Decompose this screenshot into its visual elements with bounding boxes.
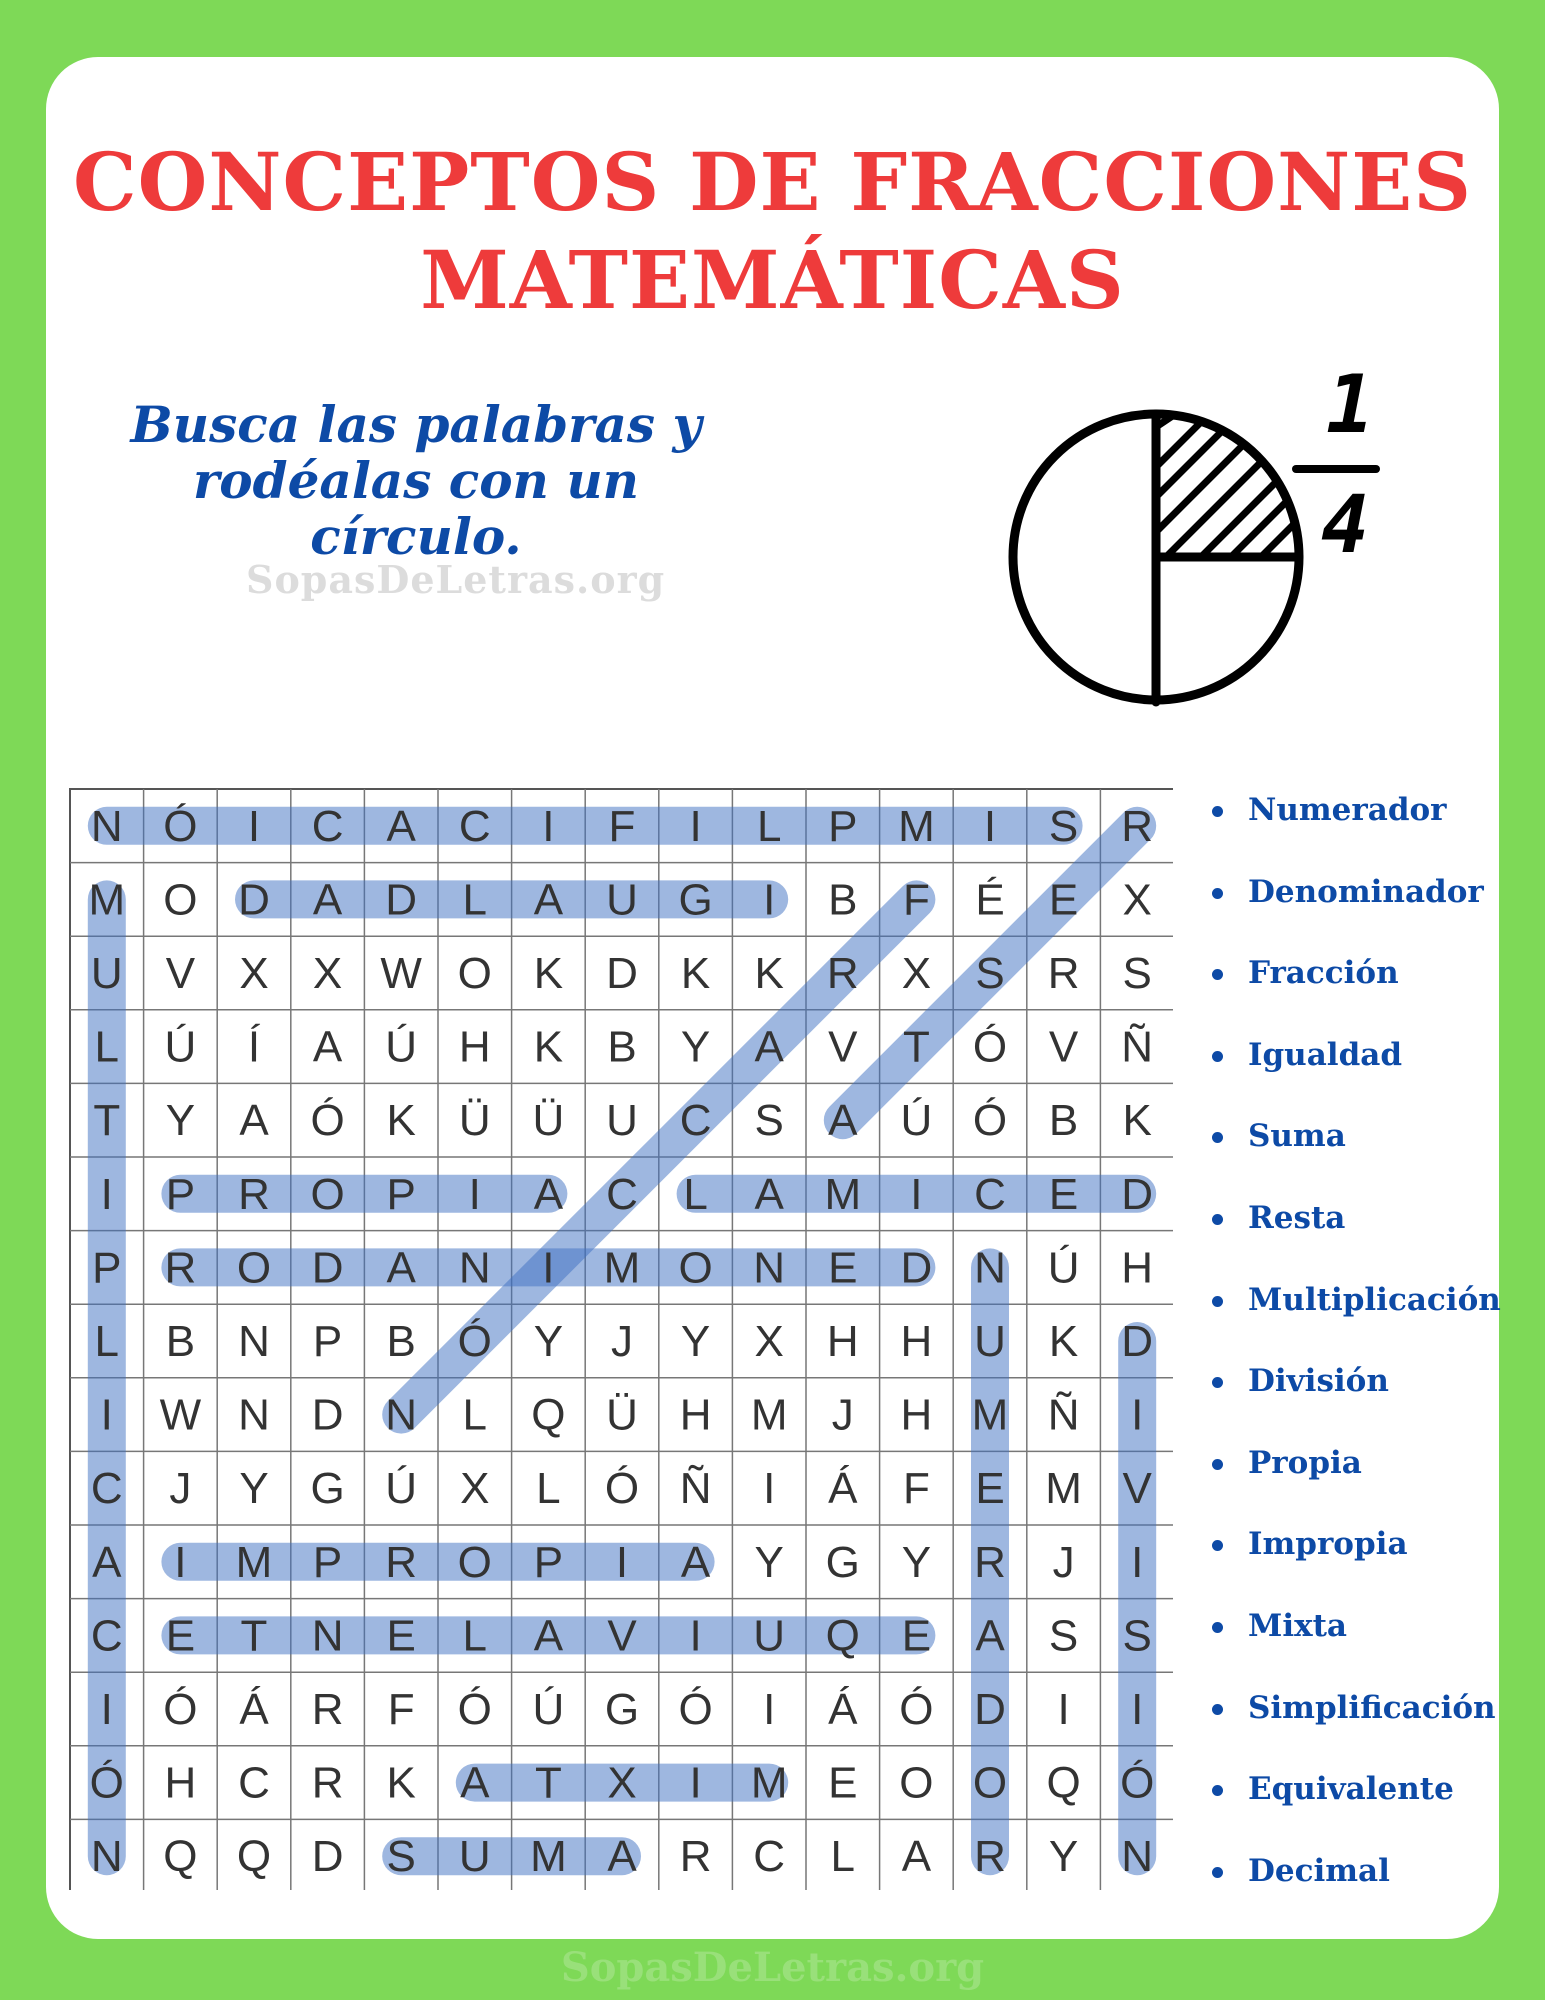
word-list-item <box>1206 1188 1506 1270</box>
grid-letter[interactable]: X <box>901 949 932 998</box>
instructions-line-1: Busca las palabras y <box>130 395 702 454</box>
grid-letter[interactable]: I <box>1131 1685 1144 1734</box>
bullet-icon <box>1212 888 1223 899</box>
grid-letter[interactable]: H <box>1121 1243 1154 1293</box>
grid-letter[interactable]: Y <box>680 1317 711 1366</box>
grid-letter[interactable]: E <box>1048 875 1079 925</box>
grid-letter[interactable]: I <box>542 1243 555 1293</box>
grid-letter[interactable]: U <box>606 875 638 925</box>
word-label: Resta <box>1248 1199 1346 1236</box>
grid-letter[interactable]: Ú <box>164 1022 197 1072</box>
grid-letter[interactable]: C <box>311 801 344 851</box>
grid-letter[interactable]: X <box>239 949 269 998</box>
grid-letter[interactable]: M <box>750 1390 788 1440</box>
grid-letter[interactable]: Ú <box>385 1022 418 1072</box>
grid-letter[interactable]: D <box>311 1390 344 1440</box>
grid-letter[interactable]: Ó <box>457 1685 492 1734</box>
grid-letter[interactable]: Ú <box>1047 1243 1080 1293</box>
grid-letter[interactable]: A <box>828 1096 858 1146</box>
grid-letter[interactable]: B <box>386 1317 416 1366</box>
grid-letter[interactable]: A <box>386 1243 416 1293</box>
grid-letter[interactable]: Ó <box>972 1022 1008 1072</box>
grid-letter[interactable]: S <box>1048 1611 1079 1661</box>
grid-letter[interactable]: H <box>164 1758 197 1808</box>
instructions-line-2: rodéalas con un círculo. <box>192 451 640 566</box>
grid-letter[interactable]: G <box>678 875 713 925</box>
grid-letter[interactable]: I <box>615 1537 629 1587</box>
grid-letter[interactable]: E <box>1048 1169 1079 1219</box>
grid-letter[interactable]: Ü <box>458 1096 491 1146</box>
grid-letter[interactable]: N <box>385 1390 418 1440</box>
grid-letter[interactable]: C <box>679 1096 712 1146</box>
bullet-icon <box>1212 1459 1223 1470</box>
grid-letter[interactable]: C <box>90 1464 123 1514</box>
worksheet-card <box>46 57 1499 1939</box>
grid-letter[interactable]: Q <box>163 1832 198 1882</box>
word-label: Igualdad <box>1248 1036 1403 1073</box>
grid-letter[interactable]: L <box>462 1390 488 1440</box>
grid-letter[interactable]: U <box>753 1611 786 1661</box>
word-list-item <box>1206 780 1506 862</box>
grid-letter[interactable]: A <box>680 1537 711 1587</box>
grid-letter[interactable]: V <box>1048 1022 1079 1072</box>
grid-letter[interactable]: Ó <box>899 1685 934 1734</box>
grid-letter[interactable]: V <box>828 1022 858 1072</box>
grid-letter[interactable]: D <box>974 1685 1006 1734</box>
grid-letter[interactable]: J <box>831 1390 854 1440</box>
grid-letter[interactable]: R <box>974 1537 1006 1587</box>
grid-letter[interactable]: I <box>689 1758 702 1808</box>
grid-letter[interactable]: M <box>235 1537 273 1587</box>
word-label: Simplificación <box>1248 1689 1496 1726</box>
grid-letter[interactable]: C <box>606 1169 638 1219</box>
grid-letter[interactable]: A <box>312 875 343 925</box>
grid-letter[interactable]: I <box>174 1537 187 1587</box>
grid-letter[interactable]: I <box>689 1611 702 1661</box>
grid-letter[interactable]: P <box>386 1169 416 1219</box>
word-label: Suma <box>1248 1118 1346 1155</box>
grid-letter[interactable]: N <box>90 1832 123 1882</box>
grid-letter[interactable]: M <box>898 801 935 851</box>
grid-letter[interactable]: Ó <box>457 1317 492 1366</box>
bullet-icon <box>1212 1704 1223 1715</box>
grid-letter[interactable]: Á <box>239 1685 269 1734</box>
grid-letter[interactable]: Ü <box>532 1096 565 1146</box>
watermark: SopasDeLetras.org <box>246 557 666 602</box>
bullet-icon <box>1212 1785 1223 1796</box>
grid-letter[interactable]: I <box>983 801 997 851</box>
grid-letter[interactable]: P <box>92 1243 122 1293</box>
grid-letter[interactable]: P <box>533 1537 564 1587</box>
grid-letter[interactable]: I <box>100 1685 113 1734</box>
grid-letter[interactable]: L <box>536 1464 561 1514</box>
word-label: Propia <box>1248 1444 1362 1481</box>
word-list-item <box>1206 1270 1506 1352</box>
grid-letter[interactable]: Q <box>236 1832 272 1882</box>
grid-letter[interactable]: Q <box>531 1390 566 1440</box>
grid-letter[interactable]: Á <box>828 1685 858 1734</box>
grid-letter[interactable]: O <box>457 1537 492 1587</box>
grid-letter[interactable]: I <box>542 801 555 851</box>
instructions <box>106 397 726 565</box>
grid-letter[interactable]: Q <box>825 1611 860 1661</box>
grid-letter[interactable]: H <box>679 1390 712 1440</box>
grid-letter[interactable]: P <box>312 1537 343 1587</box>
grid-letter[interactable]: J <box>169 1464 192 1514</box>
grid-letter[interactable]: P <box>312 1317 343 1366</box>
grid-letter[interactable]: V <box>607 1611 637 1661</box>
grid-letter[interactable]: K <box>754 949 784 998</box>
grid-letter[interactable]: S <box>1122 1611 1152 1661</box>
grid-letter[interactable]: O <box>236 1243 272 1293</box>
grid-letter[interactable]: D <box>238 875 270 925</box>
grid-letter[interactable]: Y <box>680 1022 711 1072</box>
grid-letter[interactable]: S <box>754 1096 784 1146</box>
grid-letter[interactable]: C <box>458 801 491 851</box>
grid-letter[interactable]: I <box>763 1685 776 1734</box>
grid-letter[interactable]: R <box>311 1758 344 1808</box>
grid-letter[interactable]: Ó <box>163 1685 198 1734</box>
grid-letter[interactable]: Y <box>754 1537 784 1587</box>
grid-letter[interactable]: Ó <box>310 1096 345 1146</box>
grid-letter[interactable]: A <box>92 1537 122 1587</box>
grid-letter[interactable]: A <box>533 1169 564 1219</box>
word-list-item <box>1206 1596 1506 1678</box>
grid-letter[interactable]: A <box>312 1022 343 1072</box>
grid-letter[interactable]: J <box>611 1317 633 1366</box>
bullet-icon <box>1212 1622 1223 1633</box>
grid-letter[interactable]: D <box>1121 1169 1154 1219</box>
grid-letter[interactable]: I <box>1131 1390 1144 1440</box>
grid-letter[interactable]: T <box>534 1758 562 1808</box>
grid-letter[interactable]: I <box>1057 1685 1070 1734</box>
bullet-icon <box>1212 806 1223 817</box>
grid-letter[interactable]: U <box>606 1096 638 1146</box>
grid-letter[interactable]: N <box>90 801 123 851</box>
grid-letter[interactable]: N <box>311 1611 344 1661</box>
grid-letter[interactable]: A <box>754 1169 784 1219</box>
grid-letter[interactable]: V <box>165 949 196 998</box>
grid-letter[interactable]: L <box>94 1022 120 1072</box>
grid-letter[interactable]: N <box>458 1243 491 1293</box>
word-list-item <box>1206 1841 1506 1923</box>
grid-letter[interactable]: A <box>533 875 564 925</box>
grid-letter[interactable]: B <box>828 875 858 925</box>
grid-letter[interactable]: O <box>163 875 198 925</box>
word-label: Impropia <box>1248 1526 1408 1563</box>
grid-letter[interactable]: W <box>159 1390 202 1440</box>
word-list-item <box>1206 1351 1506 1433</box>
grid-letter[interactable]: U <box>458 1832 491 1882</box>
footer-watermark: SopasDeLetras.org <box>560 1944 985 1991</box>
grid-letter[interactable]: Ñ <box>679 1464 712 1514</box>
grid-letter[interactable]: F <box>902 875 930 925</box>
word-search-grid[interactable] <box>67 786 1173 1890</box>
grid-letter[interactable]: Y <box>1048 1832 1079 1882</box>
grid-letter[interactable]: L <box>462 1611 488 1661</box>
grid-letter[interactable]: Ñ <box>1047 1390 1080 1440</box>
grid-letter[interactable]: A <box>754 1022 784 1072</box>
fraction-denominator: 4 <box>1321 478 1370 571</box>
title-line-2: MATEMÁTICAS <box>420 233 1125 327</box>
grid-letter[interactable]: D <box>606 949 638 998</box>
word-label: Mixta <box>1248 1607 1347 1644</box>
grid-letter[interactable]: Q <box>1046 1758 1081 1808</box>
grid-letter[interactable]: Y <box>239 1464 269 1514</box>
word-list-item <box>1206 862 1506 944</box>
word-label: Multiplicación <box>1248 1281 1501 1318</box>
grid-letter[interactable]: D <box>385 875 418 925</box>
grid-letter[interactable]: Ú <box>900 1096 933 1146</box>
grid-letter[interactable]: R <box>1047 949 1080 998</box>
grid-letter[interactable]: Ó <box>604 1464 640 1514</box>
grid-letter[interactable]: M <box>971 1390 1009 1440</box>
grid-letter[interactable]: X <box>607 1758 637 1808</box>
word-label: División <box>1248 1363 1389 1400</box>
bullet-icon <box>1212 1377 1223 1388</box>
word-label: Numerador <box>1248 792 1447 828</box>
grid-letter[interactable]: O <box>899 1758 934 1808</box>
grid-letter[interactable]: M <box>530 1832 567 1882</box>
grid-letter[interactable]: K <box>1048 1317 1079 1366</box>
word-list-item <box>1206 1514 1506 1596</box>
grid-letter[interactable]: N <box>238 1390 270 1440</box>
grid-letter[interactable]: M <box>1045 1464 1082 1514</box>
grid-letter[interactable]: H <box>826 1317 859 1366</box>
grid-letter[interactable]: D <box>900 1243 933 1293</box>
grid-letter[interactable]: C <box>974 1169 1006 1219</box>
grid-letter[interactable]: T <box>902 1022 930 1072</box>
grid-letter[interactable]: Ú <box>385 1464 418 1514</box>
bullet-icon <box>1212 969 1223 980</box>
grid-letter[interactable]: Ü <box>606 1390 638 1440</box>
grid-letter[interactable]: C <box>753 1832 786 1882</box>
grid-letter[interactable]: R <box>238 1169 270 1219</box>
grid-letter[interactable]: R <box>164 1243 197 1293</box>
grid-letter[interactable]: X <box>1122 875 1152 925</box>
grid-letter[interactable]: C <box>238 1758 270 1808</box>
grid-letter[interactable]: I <box>763 1464 776 1514</box>
grid-letter[interactable]: E <box>828 1758 858 1808</box>
word-label: Denominador <box>1248 873 1484 910</box>
grid-letter[interactable]: M <box>750 1758 788 1808</box>
word-label: Equivalente <box>1248 1771 1454 1808</box>
grid-letter[interactable]: É <box>975 875 1005 925</box>
word-list-item <box>1206 1678 1506 1760</box>
grid-letter[interactable]: K <box>680 949 711 998</box>
title-line-1: CONCEPTOS DE FRACCIONES <box>72 135 1472 229</box>
grid-letter[interactable]: M <box>603 1243 641 1293</box>
grid-letter[interactable]: E <box>975 1464 1005 1514</box>
grid-letter[interactable]: Y <box>165 1096 196 1146</box>
grid-letter[interactable]: I <box>763 875 776 925</box>
grid-letter[interactable]: E <box>165 1611 196 1661</box>
grid-letter[interactable]: L <box>683 1169 708 1219</box>
grid-letter[interactable]: K <box>1122 1096 1152 1146</box>
grid-letter[interactable]: O <box>457 949 492 998</box>
grid-letter[interactable]: L <box>462 875 488 925</box>
grid-letter[interactable]: D <box>1121 1317 1154 1366</box>
word-list-item <box>1206 1759 1506 1841</box>
grid-letter[interactable]: V <box>1122 1464 1152 1514</box>
bullet-icon <box>1212 1296 1223 1307</box>
grid-letter[interactable]: I <box>1131 1537 1144 1587</box>
grid-letter[interactable]: G <box>310 1464 345 1514</box>
grid-letter[interactable]: I <box>910 1169 923 1219</box>
grid-letter[interactable]: D <box>311 1832 344 1882</box>
grid-letter[interactable]: P <box>828 801 858 851</box>
grid-letter[interactable]: G <box>825 1537 860 1587</box>
grid-letter[interactable]: H <box>900 1390 933 1440</box>
grid-letter[interactable]: Ó <box>678 1685 713 1734</box>
word-list-item <box>1206 1025 1506 1107</box>
grid-letter[interactable]: S <box>1122 949 1152 998</box>
grid-letter[interactable]: L <box>830 1832 856 1882</box>
page-title <box>46 133 1499 329</box>
grid-letter[interactable]: K <box>533 949 564 998</box>
grid-letter[interactable]: Ñ <box>1121 1022 1154 1072</box>
grid-letter[interactable]: K <box>533 1022 564 1072</box>
grid-letter[interactable]: R <box>974 1832 1006 1882</box>
grid-letter[interactable]: I <box>247 801 261 851</box>
grid-letter[interactable]: B <box>607 1022 637 1072</box>
grid-letter[interactable]: W <box>380 949 422 998</box>
grid-letter[interactable]: G <box>604 1685 640 1734</box>
bullet-icon <box>1212 1867 1223 1878</box>
grid-letter[interactable]: X <box>312 949 343 998</box>
grid-letter[interactable]: M <box>88 875 126 925</box>
grid-letter[interactable]: Y <box>901 1537 932 1587</box>
grid-letter[interactable]: E <box>901 1611 932 1661</box>
grid-letter[interactable]: Í <box>247 1022 261 1072</box>
grid-letter[interactable]: E <box>828 1243 858 1293</box>
grid-letter[interactable]: D <box>311 1243 344 1293</box>
grid-letter[interactable]: Á <box>828 1464 858 1514</box>
grid-letter[interactable]: K <box>386 1096 416 1146</box>
grid-letter[interactable]: L <box>756 801 782 851</box>
grid-letter[interactable]: X <box>754 1317 784 1366</box>
grid-letter[interactable]: A <box>607 1832 637 1882</box>
grid-letter[interactable]: Ú <box>532 1685 565 1734</box>
grid-letter[interactable]: I <box>468 1169 481 1219</box>
grid-letter[interactable]: P <box>165 1169 196 1219</box>
grid-letter[interactable]: L <box>94 1317 120 1366</box>
bullet-icon <box>1212 1132 1223 1143</box>
grid-letter[interactable]: U <box>90 949 123 998</box>
bullet-icon <box>1212 1051 1223 1062</box>
grid-letter[interactable]: S <box>1048 801 1079 851</box>
grid-letter[interactable]: A <box>386 801 416 851</box>
word-label: Decimal <box>1248 1852 1390 1889</box>
grid-letter[interactable]: A <box>901 1832 932 1882</box>
grid-letter[interactable]: X <box>460 1464 490 1514</box>
grid-letter[interactable]: A <box>533 1611 564 1661</box>
bullet-icon <box>1212 1540 1223 1551</box>
grid-letter[interactable]: J <box>1052 1537 1075 1587</box>
grid-letter[interactable]: Ó <box>89 1758 124 1808</box>
grid-letter[interactable]: N <box>1121 1832 1154 1882</box>
grid-letter[interactable]: T <box>93 1096 121 1146</box>
grid-letter[interactable]: H <box>900 1317 933 1366</box>
grid-letter[interactable]: K <box>386 1758 416 1808</box>
grid-letter[interactable]: A <box>460 1758 490 1808</box>
grid-letter[interactable]: Ó <box>972 1096 1008 1146</box>
grid-letter[interactable]: R <box>679 1832 712 1882</box>
grid-letter[interactable]: M <box>824 1169 862 1219</box>
grid-letter[interactable]: A <box>239 1096 269 1146</box>
grid-letter[interactable]: O <box>310 1169 345 1219</box>
grid-letter[interactable]: I <box>689 801 702 851</box>
word-list <box>1206 780 1506 1922</box>
grid-letter[interactable]: Ó <box>1120 1758 1155 1808</box>
grid-letter[interactable]: N <box>753 1243 786 1293</box>
grid-letter[interactable]: O <box>678 1243 713 1293</box>
grid-letter[interactable]: F <box>902 1464 930 1514</box>
grid-letter[interactable]: T <box>240 1611 268 1661</box>
grid-letter[interactable]: R <box>385 1537 418 1587</box>
grid-letter[interactable]: H <box>458 1022 491 1072</box>
grid-letter[interactable]: I <box>100 1169 113 1219</box>
grid-letter[interactable]: Y <box>533 1317 564 1366</box>
grid-canvas <box>67 786 1173 1890</box>
grid-letter[interactable]: R <box>1121 801 1154 851</box>
grid-letter[interactable]: U <box>974 1317 1006 1366</box>
fraction-numerator: 1 <box>1326 358 1375 451</box>
bullet-icon <box>1212 1214 1223 1225</box>
word-list-item <box>1206 1106 1506 1188</box>
grid-letter[interactable]: E <box>386 1611 416 1661</box>
word-list-item <box>1206 1433 1506 1515</box>
grid-letter[interactable]: A <box>975 1611 1005 1661</box>
word-label: Fracción <box>1248 955 1399 992</box>
grid-letter[interactable]: S <box>975 949 1005 998</box>
grid-letter[interactable]: R <box>311 1685 344 1734</box>
grid-letter[interactable]: F <box>608 801 636 851</box>
grid-letter[interactable]: S <box>386 1832 416 1882</box>
quarter-fraction-icon <box>956 317 1416 797</box>
grid-letter[interactable]: B <box>1048 1096 1079 1146</box>
grid-letter[interactable]: I <box>100 1390 113 1440</box>
grid-letter[interactable]: F <box>387 1685 415 1734</box>
grid-letter[interactable]: B <box>165 1317 196 1366</box>
word-list-item <box>1206 943 1506 1025</box>
grid-letter[interactable]: O <box>972 1758 1008 1808</box>
grid-letter[interactable]: Ó <box>163 801 198 851</box>
grid-letter[interactable]: N <box>238 1317 270 1366</box>
grid-letter[interactable]: R <box>826 949 859 998</box>
grid-letter[interactable]: C <box>90 1611 123 1661</box>
grid-letter[interactable]: N <box>974 1243 1006 1293</box>
